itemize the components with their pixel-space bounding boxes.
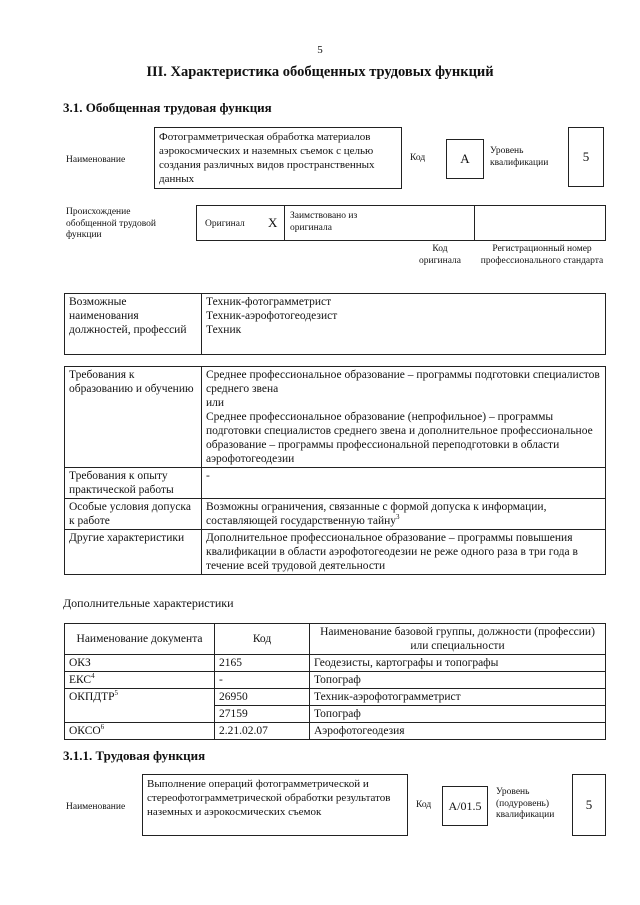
reg-number-caption: Регистрационный номер профессионального стандарта [480,244,604,266]
requirement-value: - [202,468,606,499]
requirement-label: Другие характеристики [65,530,202,575]
name-label: Наименование [66,802,126,812]
function-name-box [154,127,402,189]
footnote-ref: 4 [91,672,95,681]
doc-name: ОКЗ [69,657,91,669]
level-value: 5 [582,149,590,164]
footnote-ref: 6 [100,723,105,732]
requirement-value: Дополнительное профессиональное образование – программы повышения квалификации в области аэрофотогеодезии не реже одного раза в три года в течение всей трудовой деятельности [202,530,606,575]
name-cell: Техник-аэрофотограмметрист [310,689,606,706]
position-item: Техник [206,324,242,336]
work-function-name: Выполнение операций фотограмметрической и стереофотограмметрической обработки результатов наземных и аэрокосмических съемок [147,778,391,818]
doc-name: ЕКС [69,674,92,686]
origin-box [196,205,606,241]
code-label: Код [416,800,432,810]
doc-name: ОКПДТР [69,691,115,703]
table-row [65,655,606,672]
positions-table [64,293,606,355]
requirement-row [65,367,606,468]
code-cell: 27159 [215,706,310,723]
positions-label: Возможные наименования должностей, профессий [65,294,202,355]
section-title-3-1-1: 3.1.1. Трудовая функция [63,748,206,763]
requirement-value: Среднее профессиональное образование – программы подготовки специалистов среднего звена или Среднее профессиональное образование (непрофильное) – программы подготовки специалистов среднего звена и дополнительное профессиональное образование – программы профессиональной переподготовки в области аэрофотогеодезии [202,367,606,468]
doc-cell [65,672,215,689]
section-title-3-1: 3.1. Обобщенная трудовая функция [63,100,272,115]
footnote-ref: 5 [114,689,119,698]
code-cell: - [215,672,310,689]
orig-code-caption: Код оригинала [419,244,461,266]
code-value: A/01.5 [448,799,482,813]
name-cell: Геодезисты, картографы и топографы [310,655,606,672]
doc-cell [65,723,215,740]
work-function-name-box [142,774,408,836]
requirement-label: Требования к опыту практической работы [65,468,202,499]
level-label: Уровень квалификации [490,146,549,168]
function-name: Фотограмметрическая обработка материалов аэрокосмических и наземных съемок с целью создания различных видов пространственных данных [159,131,375,185]
level-value: 5 [585,797,593,812]
level-label: Уровень (подуровень) квалификации [496,787,555,820]
requirement-value: Возможны ограничения, связанные с формой допуска к информации, составляющей государственную тайну [206,501,547,527]
footnote-ref: 3 [396,513,400,522]
original-label: Оригинал [205,219,245,229]
doc-cell [65,689,215,723]
origin-label: Происхождение обобщенной трудовой функции [66,207,156,240]
name-cell: Аэрофотогеодезия [310,723,606,740]
borrowed-label: Заимствовано из оригинала [290,211,358,233]
requirement-value-cell [202,499,606,530]
origin-divider-2 [474,205,475,241]
name-cell: Топограф [310,706,606,723]
column-header: Наименование документа [65,624,215,655]
code-cell: 2.21.02.07 [215,723,310,740]
table-row [65,689,606,706]
code-cell: 2165 [215,655,310,672]
code-box [442,786,488,826]
table-header-row [65,624,606,655]
page-number: 5 [317,44,323,56]
positions-row [65,294,606,355]
requirement-label: Требования к образованию и обучению [65,367,202,468]
code-box [446,139,484,179]
table-row [65,672,606,689]
position-item: Техник-аэрофотогеодезист [206,310,338,322]
level-box [568,127,604,187]
position-item: Техник-фотограмметрист [206,296,332,308]
level-box [572,774,606,836]
doc-cell [65,655,215,672]
requirement-row [65,499,606,530]
code-label: Код [410,153,426,163]
additional-table [64,623,606,740]
doc-name: ОКСО [69,725,101,737]
requirement-label: Особые условия допуска к работе [65,499,202,530]
origin-divider-1 [284,205,285,241]
column-header: Наименование базовой группы, должности (профессии) или специальности [310,624,606,655]
code-cell: 26950 [215,689,310,706]
table-row [65,723,606,740]
positions-values [202,294,606,355]
column-header: Код [215,624,310,655]
page-heading: III. Характеристика обобщенных трудовых функций [146,64,494,80]
code-value: A [460,151,470,166]
name-cell: Топограф [310,672,606,689]
requirement-row [65,468,606,499]
requirement-row [65,530,606,575]
original-mark: X [268,215,278,230]
name-label: Наименование [66,155,126,165]
requirements-table [64,366,606,575]
additional-title: Дополнительные характеристики [63,596,234,610]
